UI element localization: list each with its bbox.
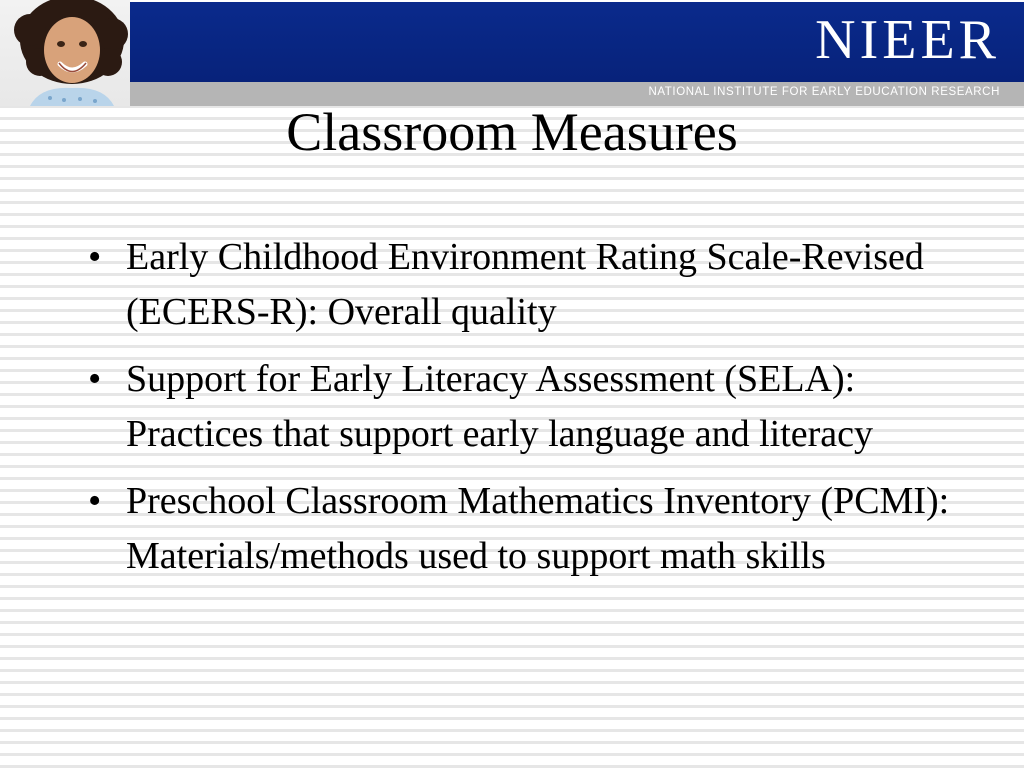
bullet-item-pcmi bbox=[82, 474, 962, 584]
bullet-item-ecers bbox=[82, 230, 962, 340]
child-photo bbox=[0, 0, 130, 106]
bullet-text: Preschool Classroom Mathematics Inventory (PCMI): Materials/methods used to support math skills bbox=[126, 480, 950, 577]
bullet-text: Support for Early Literacy Assessment (SELA): Practices that support early language and literacy bbox=[126, 358, 874, 455]
child-photo-illustration bbox=[0, 0, 130, 106]
nieer-logo-subtitle: NATIONAL INSTITUTE FOR EARLY EDUCATION RESEARCH bbox=[648, 86, 1000, 98]
bullet-icon: • bbox=[88, 480, 102, 522]
bullet-icon: • bbox=[88, 236, 102, 278]
bullet-list bbox=[82, 230, 962, 596]
bullet-text: Early Childhood Environment Rating Scale-Revised (ECERS-R): Overall quality bbox=[126, 236, 924, 333]
slide-title: Classroom Measures bbox=[286, 102, 738, 162]
bullet-item-sela bbox=[82, 352, 962, 462]
header-banner bbox=[0, 0, 1024, 106]
nieer-logo: NIEER bbox=[815, 9, 1000, 71]
bullet-icon: • bbox=[88, 358, 102, 400]
